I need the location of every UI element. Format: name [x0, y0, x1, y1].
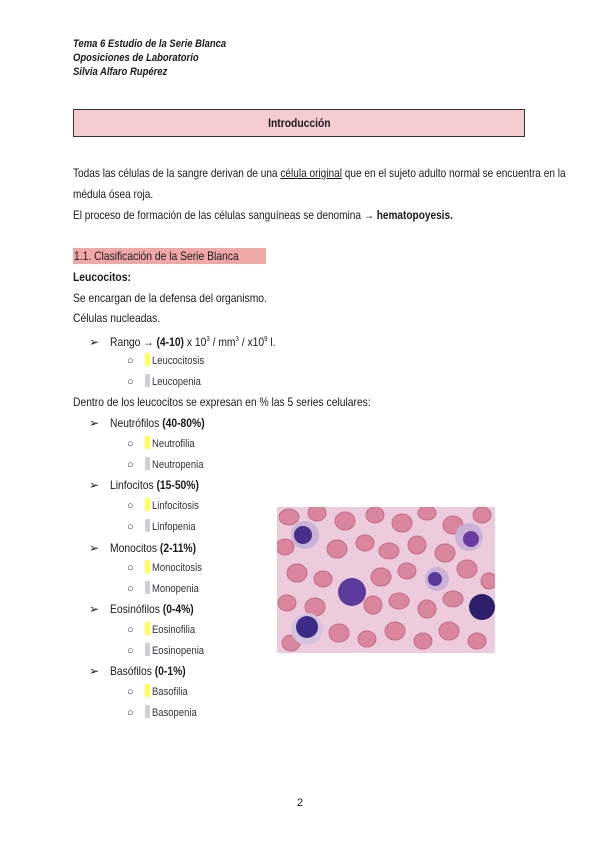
- blood-smear-image: [277, 507, 495, 653]
- series-low: ○ Linfopenia: [127, 521, 196, 533]
- highlight-up-marker: [145, 436, 150, 449]
- series-linfocitos: ➢ Linfocitos (15-50%): [89, 478, 200, 492]
- page-number: 2: [296, 797, 304, 809]
- circle-bullet-icon: ○: [127, 686, 134, 698]
- circle-bullet-icon: ○: [127, 645, 134, 657]
- arrow-bullet-icon: ➢: [89, 541, 100, 555]
- leucocitos-subtitle: Leucocitos:: [73, 270, 131, 284]
- series-monocitos: ➢ Monocitos (2-11%): [89, 541, 197, 555]
- highlight-down-marker: [145, 705, 150, 718]
- paragraph-origin: Todas las células de la sangre derivan de una célula original que en el sujeto adulto normal se encuentra en la: [73, 166, 566, 180]
- defense-line: Se encargan de la defensa del organismo.: [73, 291, 267, 305]
- series-high: ○ Basofilia: [127, 686, 188, 698]
- highlight-up-marker: [145, 353, 150, 366]
- series-low: ○ Monopenia: [127, 583, 199, 595]
- circle-bullet-icon: ○: [127, 438, 134, 450]
- intro-heading-box: [73, 109, 525, 137]
- header-course: Oposiciones de Laboratorio: [73, 52, 199, 64]
- range-item: ➢ Rango → (4-10) x $10^3 / mm^3 / x10^9$ l.: [89, 335, 276, 349]
- arrow-bullet-icon: ➢: [89, 664, 100, 678]
- highlight-down-marker: [145, 374, 150, 387]
- arrow-bullet-icon: ➢: [89, 478, 100, 492]
- series-high: ○ Monocitosis: [127, 562, 202, 574]
- highlight-down-marker: [145, 643, 150, 656]
- arrow-bullet-icon: ➢: [89, 416, 100, 430]
- underlined-term: célula original: [280, 166, 342, 180]
- nucleated-line: Células nucleadas.: [73, 311, 161, 325]
- header-topic: Tema 6 Estudio de la Serie Blanca: [73, 38, 227, 50]
- header-author: Silvia Alfaro Rupérez: [73, 66, 168, 78]
- highlight-down-marker: [145, 581, 150, 594]
- highlight-down-marker: [145, 457, 150, 470]
- circle-bullet-icon: ○: [127, 376, 134, 388]
- highlight-up-marker: [145, 560, 150, 573]
- series-high: ○ Eosinofilia: [127, 624, 195, 636]
- range-high: ○ Leucocitosis: [127, 355, 204, 367]
- series-high: ○ Linfocitosis: [127, 500, 199, 512]
- range-low: ○ Leucopenia: [127, 376, 201, 388]
- circle-bullet-icon: ○: [127, 707, 134, 719]
- document-header: [73, 37, 251, 79]
- highlight-up-marker: [145, 498, 150, 511]
- series-low: ○ Eosinopenia: [127, 645, 204, 657]
- series-eosinofilos: ➢ Eosinófilos (0-4%): [89, 602, 195, 616]
- circle-bullet-icon: ○: [127, 500, 134, 512]
- series-intro: Dentro de los leucocitos se expresan en % las 5 series celulares:: [73, 395, 371, 409]
- circle-bullet-icon: ○: [127, 562, 134, 574]
- arrow-bullet-icon: ➢: [89, 335, 100, 349]
- highlight-up-marker: [145, 622, 150, 635]
- series-neutrofilos: ➢ Neutrófilos (40-80%): [89, 416, 206, 430]
- blood-smear-illustration: [277, 507, 495, 653]
- hematopoiesis-term: hematopoyesis.: [376, 208, 453, 222]
- section-title: 1.1. Clasificación de la Serie Blanca: [73, 248, 266, 264]
- arrow-bullet-icon: ➢: [89, 602, 100, 616]
- series-low: ○ Basopenia: [127, 707, 197, 719]
- series-basofilos: ➢ Basófilos (0-1%): [89, 664, 187, 678]
- circle-bullet-icon: ○: [127, 583, 134, 595]
- series-high: ○ Neutrofilia: [127, 438, 195, 450]
- paragraph-hematopoiesis: El proceso de formación de las células sanguíneas se denomina → hematopoyesis.: [73, 208, 453, 222]
- circle-bullet-icon: ○: [127, 355, 134, 367]
- highlight-up-marker: [145, 684, 150, 697]
- series-low: ○ Neutropenia: [127, 459, 204, 471]
- circle-bullet-icon: ○: [127, 521, 134, 533]
- circle-bullet-icon: ○: [127, 624, 134, 636]
- highlight-down-marker: [145, 519, 150, 532]
- paragraph-origin-line2: médula ósea roja.: [73, 187, 154, 201]
- circle-bullet-icon: ○: [127, 459, 134, 471]
- intro-heading: Introducción: [267, 116, 331, 130]
